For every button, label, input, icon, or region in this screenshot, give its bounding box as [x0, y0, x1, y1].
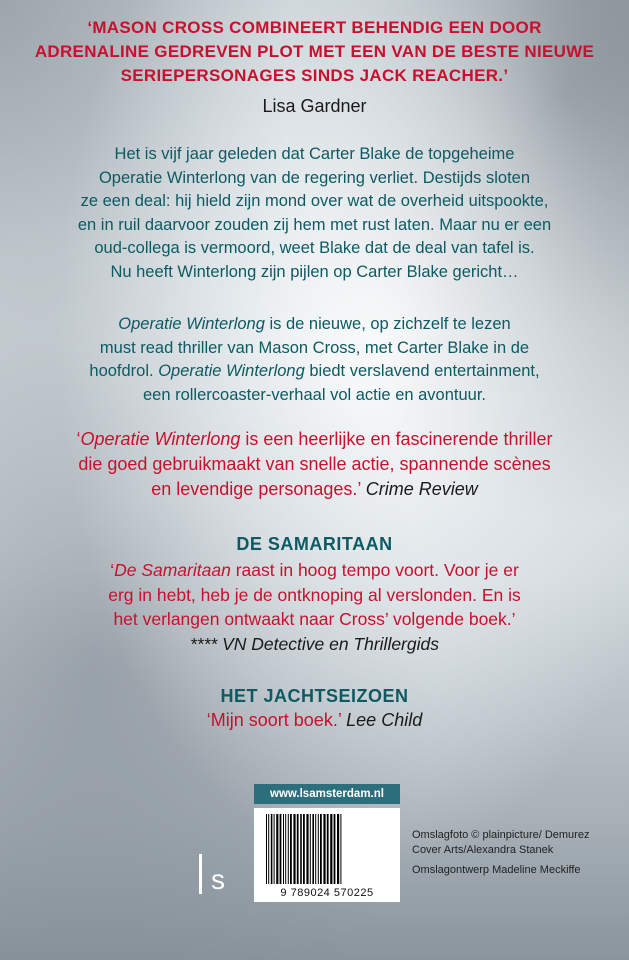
barcode-bar	[340, 814, 341, 884]
blurb-line: een rollercoaster-verhaal vol actie en avontuur.	[142, 385, 487, 404]
blurb-paragraph-2	[0, 313, 629, 407]
book-title: Operatie Winterlong	[158, 362, 305, 380]
quote-line: het verlangen ontwaakt naar Cross’ volgende boek.’	[113, 609, 516, 629]
book-title: Operatie Winterlong	[118, 315, 265, 333]
samaritaan-quote	[0, 558, 629, 656]
cover-credits	[412, 828, 612, 884]
barcode	[254, 808, 400, 902]
crime-review-quote	[0, 427, 629, 502]
jachtseizoen-heading: HET JACHTSEIZOEN	[220, 686, 409, 706]
barcode-bar	[310, 814, 311, 884]
blurb-line	[0, 313, 629, 337]
quote-source: Lee Child	[346, 710, 423, 730]
logo-bar	[199, 854, 202, 894]
design-credit: Omslagontwerp Madeline Meckiffe	[412, 864, 581, 876]
quote-line: erg in hebt, heb je de ontknoping al verslonden. En is	[108, 584, 521, 605]
barcode-bar	[320, 814, 322, 884]
blurb-paragraph	[0, 143, 629, 284]
barcode-bar	[306, 814, 308, 884]
quote-line: die goed gebruikmaakt van snelle actie, spannende scènes	[78, 454, 551, 474]
quote-source: Crime Review	[365, 479, 478, 499]
barcode-bar	[276, 814, 278, 884]
quote-mark: ‘	[110, 560, 115, 580]
barcode-bar	[337, 814, 339, 884]
blurb-line	[0, 360, 629, 384]
barcode-bar	[274, 814, 275, 884]
quote-text: ‘Mijn soort boek.’	[206, 710, 347, 730]
barcode-bar	[334, 814, 336, 884]
quote-line	[0, 427, 629, 452]
quote-source	[0, 632, 629, 657]
quote-source-text: **** VN Detective en Thrillergids	[190, 633, 439, 654]
barcode-bar	[315, 814, 316, 884]
barcode-bar	[288, 814, 289, 884]
blurb-text: hoofdrol.	[89, 362, 159, 380]
publisher-url[interactable]: www.lsamsterdam.nl	[254, 784, 400, 804]
isbn-number: 9 789024 570225	[280, 887, 374, 899]
barcode-bar	[283, 814, 284, 884]
quote-author: Lisa Gardner	[262, 96, 367, 116]
quote-line: ADRENALINE GEDREVEN PLOT MET EEN VAN DE BESTE NIEUWE	[34, 42, 595, 61]
barcode-bar	[318, 814, 319, 884]
blurb-text: is de nieuwe, op zichzelf te lezen	[264, 315, 511, 333]
quote-line: ‘MASON CROSS COMBINEERT BEHENDIG EEN DOOR	[87, 18, 542, 37]
barcode-bar	[312, 814, 314, 884]
blurb-line: ze een deal: hij hield zijn mond over wat de overheid uitspookte,	[80, 192, 549, 210]
blurb-text: biedt verslavend entertainment,	[304, 362, 540, 380]
book-title: De Samaritaan	[114, 560, 231, 580]
quote-line: SERIEPERSONAGES SINDS JACK REACHER.’	[120, 66, 509, 85]
blurb-line: oud-collega is vermoord, weet Blake dat de deal van tafel is.	[94, 239, 535, 257]
barcode-bar	[280, 814, 282, 884]
barcode-bar	[297, 814, 299, 884]
barcode-bar	[327, 814, 329, 884]
photo-credit: Omslagfoto © plainpicture/ Demurez Cover Arts/Alexandra Stanek	[412, 829, 590, 856]
barcode-bar	[330, 814, 332, 884]
barcode-bar	[293, 814, 295, 884]
blurb-line: en in ruil daarvoor zouden zij hem met rust laten. Maar nu er een	[77, 215, 552, 234]
barcode-bar	[323, 814, 325, 884]
blurb-line: Nu heeft Winterlong zijn pijlen op Carter Blake gericht…	[110, 262, 519, 281]
logo-letter: s	[211, 864, 225, 895]
barcode-bars	[264, 814, 390, 884]
quote-mark: ‘	[76, 429, 81, 449]
blurb-line: Operatie Winterlong van de regering verliet. Destijds sloten	[98, 168, 531, 187]
publisher-logo	[193, 850, 233, 898]
barcode-bar	[300, 814, 302, 884]
jachtseizoen-quote	[0, 708, 629, 732]
book-title: Operatie Winterlong	[80, 429, 241, 449]
barcode-bar	[271, 814, 273, 884]
blurb-line: Het is vijf jaar geleden dat Carter Blake de topgeheime	[114, 145, 515, 163]
barcode-bar	[266, 814, 267, 884]
barcode-bar	[268, 814, 269, 884]
quote-line	[0, 558, 629, 583]
blurb-line: must read thriller van Mason Cross, met Carter Blake in de	[99, 338, 530, 357]
barcode-bar	[285, 814, 286, 884]
quote-text: raast in hoog tempo voort. Voor je er	[230, 560, 519, 580]
quote-line	[0, 477, 629, 502]
barcode-bar	[303, 814, 305, 884]
quote-text: is een heerlijke en fascinerende thriller	[240, 429, 553, 449]
barcode-bar	[290, 814, 292, 884]
quote-text: en levendige personages.’	[151, 479, 366, 499]
samaritaan-heading: DE SAMARITAAN	[236, 534, 393, 554]
lisa-gardner-quote	[0, 16, 629, 88]
